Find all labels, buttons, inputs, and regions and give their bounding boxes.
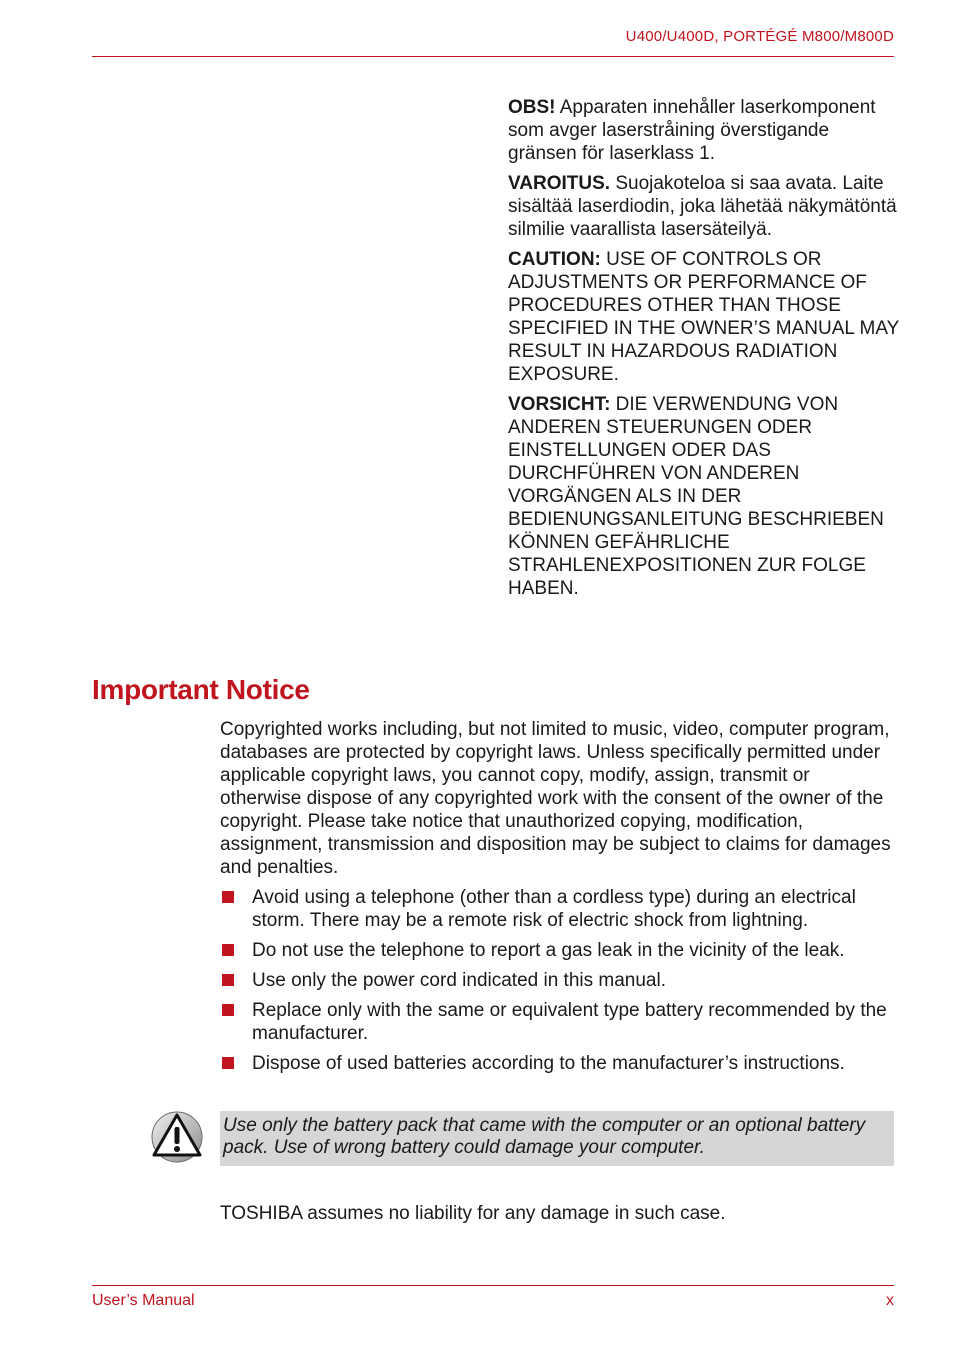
warning-triangle-icon	[150, 1110, 204, 1164]
warning-lead: VAROITUS.	[508, 173, 611, 194]
list-item	[220, 1052, 896, 1075]
header-divider	[92, 56, 894, 57]
laser-warning-german	[508, 393, 900, 600]
list-item	[220, 939, 896, 962]
footer-divider	[92, 1285, 894, 1286]
running-header: U400/U400D, PORTÉGÉ M800/M800D	[625, 28, 894, 45]
laser-warning-finnish	[508, 172, 900, 241]
footer-manual-title: User’s Manual	[92, 1292, 195, 1309]
bullet-square-icon	[222, 891, 234, 903]
warning-text: USE OF CONTROLS OR ADJUSTMENTS OR PERFORMANCE OF PROCEDURES OTHER THAN THOSE SPECIFIED IN THE OWNER’S MANUAL MAY RESULT IN HAZARDOUS RADIATION EXPOSURE.	[508, 249, 899, 385]
list-item-text: Use only the power cord indicated in this manual.	[252, 970, 667, 991]
list-item	[220, 999, 896, 1045]
closing-statement: TOSHIBA assumes no liability for any damage in such case.	[220, 1203, 726, 1224]
list-item	[220, 886, 896, 932]
laser-warnings	[508, 96, 900, 607]
list-item-text: Dispose of used batteries according to the manufacturer’s instructions.	[252, 1053, 845, 1074]
list-item	[220, 969, 896, 992]
bullet-square-icon	[222, 1004, 234, 1016]
warning-lead: VORSICHT:	[508, 394, 611, 415]
notice-bullet-list	[220, 886, 896, 1075]
notice-body	[220, 718, 896, 1082]
caution-note: Use only the battery pack that came with the computer or an optional battery pack. Use of wrong battery could damage your computer.	[220, 1111, 894, 1166]
bullet-square-icon	[222, 944, 234, 956]
warning-text: Apparaten innehåller laserkomponent som avger laserstråining överstigande gränsen för laserklass 1.	[508, 97, 876, 164]
warning-text: DIE VERWENDUNG VON ANDEREN STEUERUNGEN ODER EINSTELLUNGEN ODER DAS DURCHFÜHREN VON ANDEREN VORGÄNGEN ALS IN DER BEDIENUNGSANLEITUNG BESCHRIEBEN KÖNNEN GEFÄHRLICHE STRAHLENEXPOSITIONEN ZUR FOLGE HABEN.	[508, 394, 884, 599]
page-number: x	[886, 1292, 894, 1309]
warning-text: Suojakoteloa si saa avata. Laite sisältää laserdiodin, joka lähetää näkymätöntä silmilie vaarallista lasersäteilyä.	[508, 173, 897, 240]
bullet-square-icon	[222, 974, 234, 986]
list-item-text: Replace only with the same or equivalent type battery recommended by the manufacturer.	[252, 1000, 887, 1044]
section-heading: Important Notice	[92, 674, 310, 705]
laser-warning-english	[508, 248, 900, 386]
laser-warning-swedish	[508, 96, 900, 165]
list-item-text: Avoid using a telephone (other than a cordless type) during an electrical storm. There may be a remote risk of electric shock from lightning.	[252, 887, 856, 931]
list-item-text: Do not use the telephone to report a gas leak in the vicinity of the leak.	[252, 940, 845, 961]
warning-lead: CAUTION:	[508, 249, 601, 270]
warning-lead: OBS!	[508, 97, 556, 118]
notice-paragraph: Copyrighted works including, but not limited to music, video, computer program, databases are protected by copyright laws. Unless specifically permitted under applicable copyright laws, you cannot copy, modify, assign, transmit or otherwise dispose of any copyrighted work with the consent of the owner of the copyright. Please take notice that unauthorized copying, modification, assignment, transmission and disposition may be subject to claims for damages and penalties.	[220, 719, 891, 878]
bullet-square-icon	[222, 1057, 234, 1069]
